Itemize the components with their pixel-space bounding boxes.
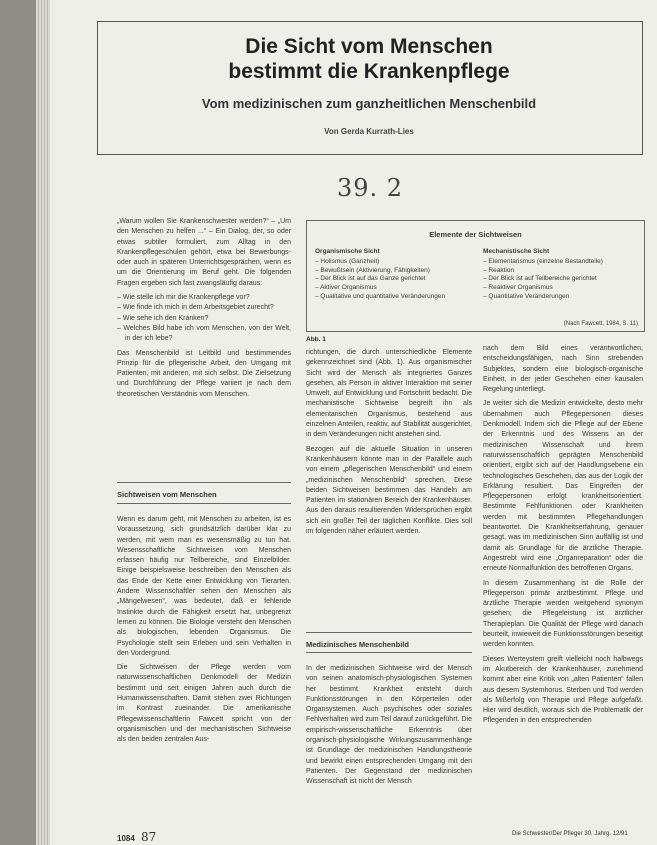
organismic-item: – Bewußtsein (Aktivierung, Fähigkeiten): [315, 266, 430, 274]
mechanistic-item-text: Elementarismus (einzelne Bestandteile): [488, 257, 603, 265]
organismic-item: – Qualitative und quantitative Veränderungen: [315, 292, 446, 300]
body-paragraph: Je weiter sich die Medizin entwickelte, desto mehr übernahmen auch Pflegepersonen dieses Denkmodell. Indem sich die Pflege auf der Ebene der Erkenntnis und des Wissens an der medizinischen Wissenschaft und ihrem naturwissenschaftlich geprägten Menschenbild orientiert, ergibt sich auf der Handlungsebene ein technologisches Geschehen, das aus der Logik der Erklärung resultiert. Das Eingreifen der Pflegepersonen erfolgt krankheitsorientiert. Bestimmte Fehlfunktionen oder Krankheiten werden mit bestimmten Pflegehandlungen beantwortet. Die Krankheitserfahrung, genauer gesagt, was im medizinischen Sinn auffällig ist und damit als Grundlage für die ärztliche Therapie. Angestrebt wird eine „Organreparation“ oder die erneute Normalfunktion des betroffenen Organs.: [483, 400, 643, 573]
mechanistic-heading: Mechanistische Sicht: [483, 248, 550, 255]
article-title: [97, 34, 641, 84]
title-line-1: Die Sicht vom Menschen: [245, 35, 493, 58]
organismic-column: [315, 248, 475, 302]
section-heading: Medizinisches Menschenbild: [306, 640, 409, 649]
section-rule: [117, 482, 291, 483]
handwritten-page-number: 87: [141, 830, 157, 844]
mechanistic-item: – Reaktiver Organismus: [483, 284, 553, 292]
organismic-item-text: Qualitative und quantitative Veränderungen: [320, 292, 446, 300]
body-paragraph: Bezogen auf die aktuelle Situation in unseren Krankenhäusern könnte man in der Parallele auch von einem „pflegerischen Menschenbild“ und einem „medizinischen Menschenbild“ sprechen. Diese beiden Sichtweisen bestimmen das Handeln am Patienten im stationären Bereich der Krankenhäuser. Aus den daraus resultierenden Widersprüchen ergibt sich ein großer Teil der täglichen Konflikte. Dies soll im folgenden näher erläutert werden.: [306, 445, 472, 536]
column-2-continued: [306, 664, 472, 792]
question-item: – Wie sehe ich den Kranken?: [125, 314, 291, 324]
organismic-item: – Holismus (Ganzheit): [315, 257, 380, 265]
body-paragraph: In der medizinischen Sichtweise wird der Mensch von seinen anatomisch-physiologischen Systemen her bestimmt. Krankheit entsteht durch Funktionsstörungen in den Körperteilen oder Organsystemen. Auch psychisches oder soziales Fehlverhalten wird zum Teil darauf zurückgeführt. Die empirisch-wissenschaftliche Erkenntnis über organisch-physiologische Wirkungszusammenhänge ist Grundlage der medizinischen Handlungstheorie und bewirkt einen entsprechenden Umgang mit den Patienten. Der Gegenstand der medizinischen Wissenschaft ist nicht der Mensch: [306, 665, 472, 786]
journal-footer: Die Schwester/Der Pfleger 30. Jahrg. 12/91: [512, 831, 628, 837]
mechanistic-item-text: Reaktiver Organismus: [488, 284, 553, 292]
mechanistic-item: – Reaktion: [483, 266, 515, 274]
mechanistic-item-text: Der Blick ist auf Teilbereiche gerichtet: [488, 275, 597, 283]
book-page-edges: [36, 0, 50, 845]
body-paragraph: richtungen, die durch unterschiedliche Elemente gekennzeichnet sind (Abb. 1). Aus organismischer Sicht wird der Mensch als integriertes Ganzes gesehen, als Person in aktiver Interaktion mit seiner Umwelt, auf Entwicklung und Fortschritt bedacht. Die mechanistische Sichtweise begreift ihn als elementarischen Organismus, bestehend aus einzelnen Anteilen, reaktiv, auf Stabilität ausgerichtet, in dem Veränderungen nicht anstehen sind.: [306, 349, 472, 439]
mechanistic-column: [483, 248, 643, 302]
column-1: [117, 217, 291, 404]
section-heading: Sichtweisen vom Menschen: [117, 490, 217, 499]
body-paragraph: Wenn es darum geht, mit Menschen zu arbeiten, ist es Voraussetzung, sich grundsätzlich darüber klar zu werden, mit wem man es wesensmäßig zu tun hat. Wesensschaftliche Sichtweisen vom Menschen erfassen häufig nur Teilbereiche, sind Einzelbilder. Einige beispielsweise beschreiben den Menschen als das Ende der Kette einer Entwicklung von Tierarten. Andere Wissenschaftler sehen den Menschen als „Mängelwesen“, was bedeutet, daß er fehlende Instinkte durch die Fähigkeit ersetzt hat, unbegrenzt lernen zu können. Die Biologie versteht den Menschen als biologischen, lebenden Organismus. Die Psychologie stellt sein Erleben und sein Verhalten in den Vordergrund.: [117, 516, 291, 657]
article-author: Von Gerda Kurrath-Lies: [324, 127, 414, 136]
organismic-heading: Organismische Sicht: [315, 248, 380, 255]
body-paragraph: nach dem Bild eines verantwortlichen, entscheidungsfähigen, nach Sinn strebenden Subjektes, sondern eine biologisch-organische Einheit, in der jeder Geschehen einer kausalen Regelung unterliegt.: [483, 345, 643, 394]
organismic-item-text: Holismus (Ganzheit): [320, 257, 380, 265]
column-2: [306, 348, 472, 541]
body-paragraph: Dieses Werteystem greift vielleicht noch halbwegs im Akutbereich der Krankenhäuser, zunehmend kommt aber eine Kritik von „alten Patienten“ fallen aus diesem Systemhorus. Sterben und Tod werden als Mißerfolg von Therapie und Pflege aufgefaßt. Hier wird deutlich, woraus sich die Problematik der Pflegenden in den entsprechenden: [483, 655, 643, 725]
organismic-item: – Der Blick ist auf das Ganze gerichtet: [315, 275, 426, 283]
question-item: – Welches Bild habe ich vom Menschen, von der Welt, in der ich lebe?: [125, 324, 291, 345]
figure-source: (Nach Fawcett, 1984, S. 11): [563, 321, 638, 327]
section-rule: [117, 503, 291, 504]
mechanistic-item: – Elementarismus (einzelne Bestandteile): [483, 257, 603, 265]
figure-title: Elemente der Sichtweisen: [429, 230, 522, 239]
page-number-text: 1084: [117, 834, 135, 843]
question-list: [117, 293, 291, 344]
organismic-item-text: Bewußtsein (Aktivierung, Fähigkeiten): [320, 266, 430, 274]
article-subtitle: Vom medizinischen zum ganzheitlichen Menschenbild: [201, 96, 537, 111]
section-rule: [306, 632, 472, 633]
question-item: – Wie finde ich mich in dem Arbeitsgebiet zurecht?: [125, 303, 291, 313]
page-number: [117, 830, 156, 844]
handwritten-note: 39. 2: [337, 174, 404, 202]
organismic-item-text: Aktiver Organismus: [320, 284, 377, 292]
mechanistic-item: – Der Blick ist auf Teilbereiche gerichtet: [483, 275, 597, 283]
organismic-item: – Aktiver Organismus: [315, 284, 377, 292]
body-paragraph: In diesem Zusammenhang ist die Rolle der Pflegeperson primär arztbestimmt. Pflege und ärztliche Therapie werden weitgehend synonym gesehen; die Pflegeleistung ist ärztlicher Therapieplan. Die Qualität der Pflege wird danach beurteilt, inwieweit die Funktionsstörungen beseitigt werden konnten.: [483, 579, 643, 649]
body-paragraph: Das Menschenbild ist Leitbild und bestimmendes Prinzip für die pflegerische Arbeit, den Umgang mit Patienten, mit anderen, mit sich selbst. Die Zielsetzung und Durchführung der Pflege variiert je nach dem theoretischen Verständnis vom Menschen.: [117, 349, 291, 398]
title-line-2: bestimmt die Krankenpflege: [228, 60, 510, 83]
intro-paragraph: „Warum wollen Sie Krankenschwester werden?“ – „Um den Menschen zu helfen ...“ – Ein Dialog, der, so oder etwas subtiler formuliert, zum Alltag in den Krankenpflegeschulen gehört, etwa bei Bewerbungs- oder auch in späteren Unterrichtsgesprächen, wenn es um die Orientierung im Beruf geht. Die folgenden Fragen ergeben sich fast zwangsläufig daraus:: [117, 218, 291, 287]
mechanistic-item: – Quantitative Veränderungen: [483, 292, 570, 300]
question-item: – Wie stelle ich mir die Krankenpflege vor?: [125, 293, 291, 303]
body-paragraph: Die Sichtweisen der Pflege werden vom naturwissenschaftlichen Denkmodell der Medizin bestimmt und seit einigen Jahren auch durch die Humanwissenschaften. Damit stehen zwei Richtungen im Kontrast zueinander. Die amerikanische Pflegewissenschaftlerin Fawcett spricht von der organismischen und der mechanistischen Sichtweise als den beiden zentralen Aus-: [117, 664, 291, 744]
organismic-item-text: Der Blick ist auf das Ganze gerichtet: [320, 275, 426, 283]
mechanistic-item-text: Reaktion: [488, 266, 515, 274]
column-1-continued: [117, 515, 291, 750]
mechanistic-item-text: Quantitative Veränderungen: [488, 292, 570, 300]
figure-caption: Abb. 1: [306, 336, 326, 343]
elements-figure-box: [306, 220, 645, 332]
column-3: [483, 344, 643, 731]
section-rule: [306, 652, 472, 653]
